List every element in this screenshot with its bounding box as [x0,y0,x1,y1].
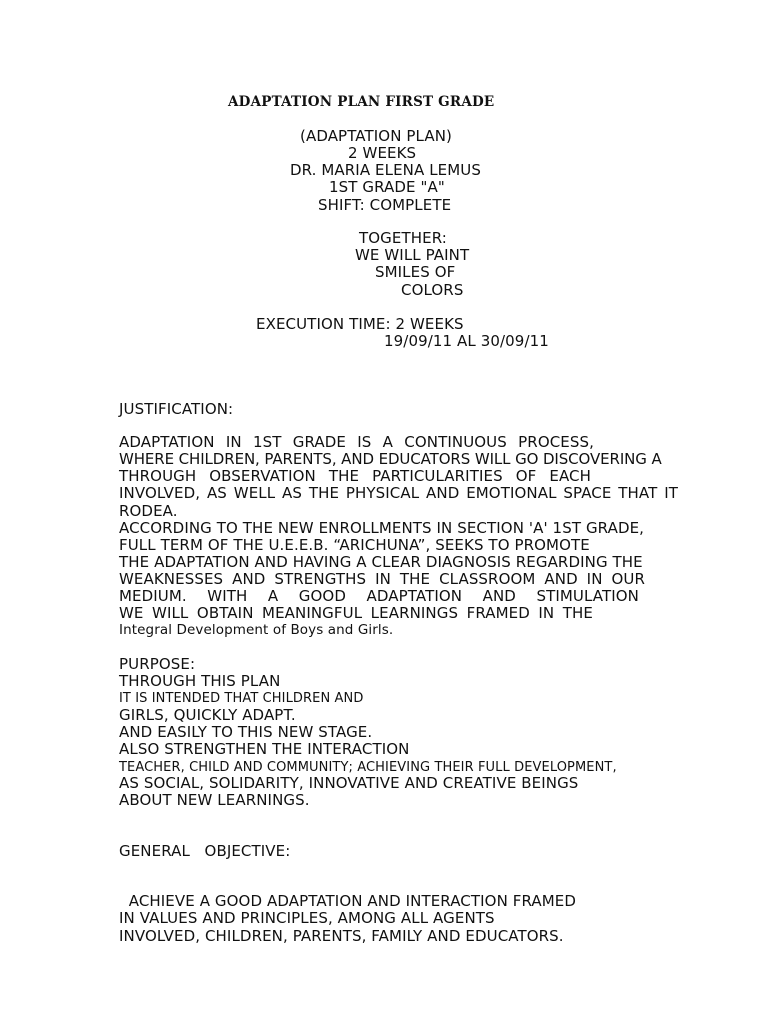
purpose-line: ALSO STRENGTHEN THE INTERACTION [119,740,410,758]
justification-line: WEAKNESSES AND STRENGTHS IN THE CLASSROOM AND IN OUR [119,570,645,588]
shift-label: SHIFT: COMPLETE [318,196,452,214]
justification-line: THE ADAPTATION AND HAVING A CLEAR DIAGNOSIS REGARDING THE [119,553,643,571]
justification-line: WE WILL OBTAIN MEANINGFUL LEARNINGS FRAMED IN THE [119,604,593,622]
justification-line: Integral Development of Boys and Girls. [119,622,394,638]
grade-label: 1ST GRADE "A" [329,178,445,196]
purpose-line: TEACHER, CHILD AND COMMUNITY; ACHIEVING THEIR FULL DEVELOPMENT, [119,760,617,775]
duration-label: 2 WEEKS [348,144,417,162]
justification-line: INVOLVED, AS WELL AS THE PHYSICAL AND EMOTIONAL SPACE THAT IT [119,484,678,502]
justification-line: ADAPTATION IN 1ST GRADE IS A CONTINUOUS PROCESS, [119,433,594,451]
objective-heading: GENERAL OBJECTIVE: [119,842,291,860]
execution-dates: 19/09/11 AL 30/09/11 [384,332,549,350]
execution-time: EXECUTION TIME: 2 WEEKS [256,315,464,333]
justification-line: RODEA. [119,502,178,520]
purpose-line: ABOUT NEW LEARNINGS. [119,791,310,809]
motto-line: COLORS [401,281,464,299]
motto-line: WE WILL PAINT [355,246,470,264]
purpose-line: AS SOCIAL, SOLIDARITY, INNOVATIVE AND CREATIVE BEINGS [119,774,579,792]
justification-heading: JUSTIFICATION: [119,400,234,418]
justification-line: THROUGH OBSERVATION THE PARTICULARITIES OF EACH [119,467,591,485]
justification-line: MEDIUM. WITH A GOOD ADAPTATION AND STIMULATION [119,587,639,605]
purpose-line: THROUGH THIS PLAN [119,672,281,690]
document-title: ADAPTATION PLAN FIRST GRADE [228,94,495,110]
motto-line: SMILES OF [375,263,456,281]
objective-line: INVOLVED, CHILDREN, PARENTS, FAMILY AND EDUCATORS. [119,927,564,945]
purpose-line: GIRLS, QUICKLY ADAPT. [119,706,296,724]
justification-line: FULL TERM OF THE U.E.E.B. “ARICHUNA”, SEEKS TO PROMOTE [119,536,590,554]
purpose-line: IT IS INTENDED THAT CHILDREN AND [119,691,364,706]
motto-line: TOGETHER: [359,229,447,247]
justification-line: WHERE CHILDREN, PARENTS, AND EDUCATORS WILL GO DISCOVERING A [119,450,662,468]
purpose-heading: PURPOSE: [119,655,196,673]
purpose-line: AND EASILY TO THIS NEW STAGE. [119,723,373,741]
justification-line: ACCORDING TO THE NEW ENROLLMENTS IN SECTION 'A' 1ST GRADE, [119,519,645,537]
objective-line: ACHIEVE A GOOD ADAPTATION AND INTERACTION FRAMED [119,892,577,910]
objective-line: IN VALUES AND PRINCIPLES, AMONG ALL AGENTS [119,909,495,927]
teacher-name: DR. MARIA ELENA LEMUS [290,161,481,179]
plan-label: (ADAPTATION PLAN) [300,127,452,145]
